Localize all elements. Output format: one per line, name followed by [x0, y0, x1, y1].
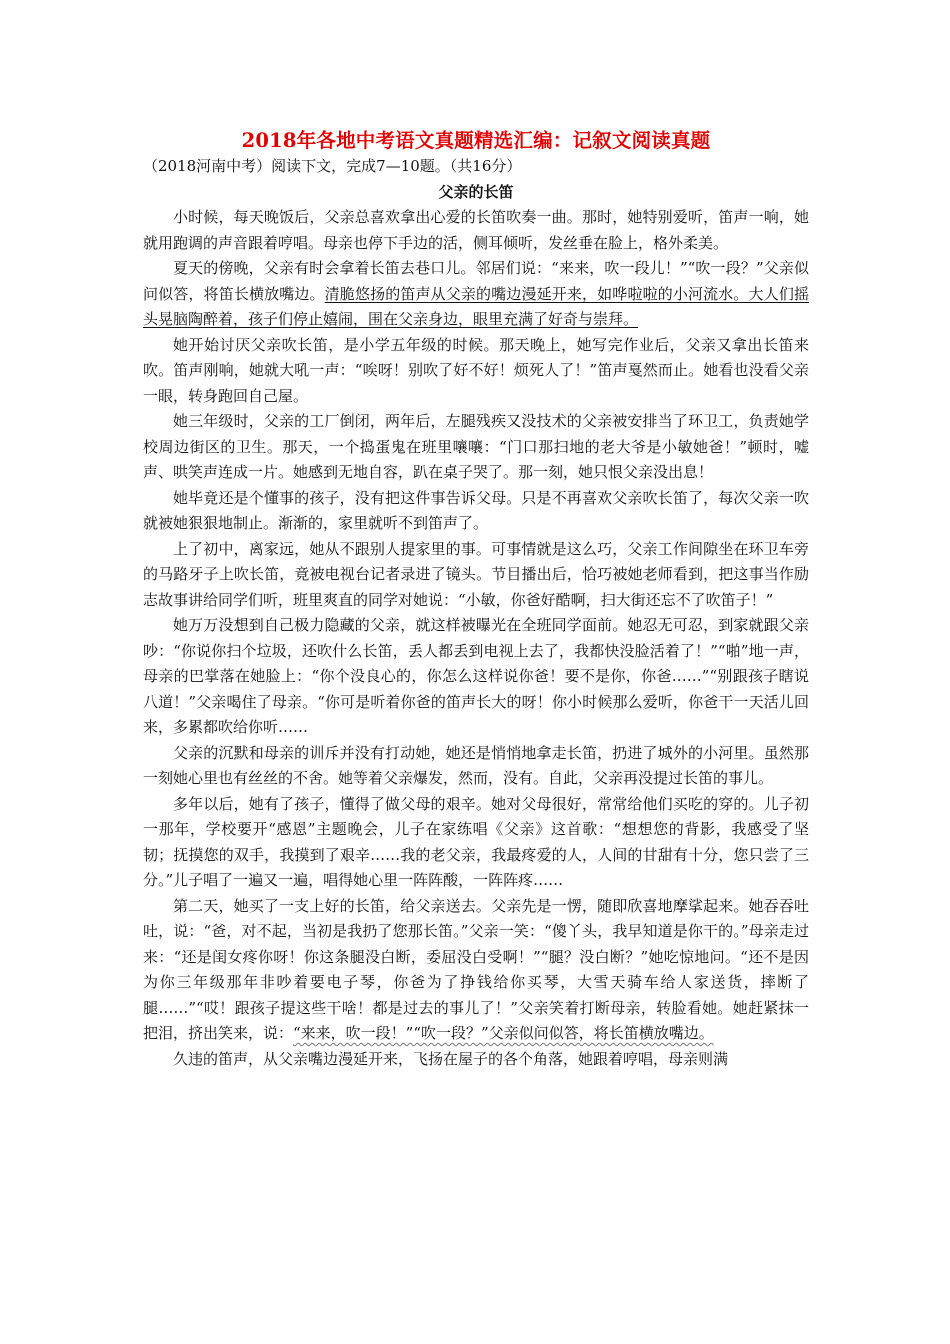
paragraph-7: 她万万没想到自己极力隐藏的父亲，就这样被曝光在全班同学面前。她忍无可忍，到家就跟父亲吵：“你说你扫个垃圾，还吹什么长笛，丢人都丢到电视上去了，我都快没脸活着了！”“啪”地一声，母亲的巴掌落在她脸上：“你个没良心的，你怎么这样说你爸！要不是你，你爸……”“别跟孩子瞎说八道！”父亲喝住了母亲。“你可是听着你爸的笛声长大的呀！你小时候那么爱听，你爸干一天活儿回来，多累都吹给你听…… — [143, 616, 809, 736]
paragraph-11: 久违的笛声，从父亲嘴边漫延开来，飞扬在屋子的各个角落，她跟着哼唱，母亲则满 — [173, 1049, 729, 1068]
wavy-underlined-passage: “来来，吹一段！”“吹一段？”父亲似问似答，将长笛横放嘴边。 — [293, 1024, 714, 1042]
paragraph-2 — [143, 256, 809, 333]
document-page — [143, 128, 809, 1072]
paragraph-1: 小时候，每天晚饭后，父亲总喜欢拿出心爱的长笛吹奏一曲。那时，她特别爱听，笛声一响，她就用跑调的声音跟着哼唱。母亲也停下手边的活，侧耳倾听，发丝垂在脸上，格外柔美。 — [143, 208, 809, 252]
paragraph-5: 她毕竟还是个懂事的孩子，没有把这件事告诉父母。只是不再喜欢父亲吹长笛了，每次父亲一吹就被她狠狠地制止。渐渐的，家里就听不到笛声了。 — [143, 488, 809, 532]
paragraph-9: 多年以后，她有了孩子，懂得了做父母的艰辛。她对父母很好，常常给他们买吃的穿的。儿子初一那年，学校要开“感恩”主题晚会，儿子在家练唱《父亲》这首歌：“想想您的背影，我感受了坚韧；抚摸您的双手，我摸到了艰辛……我的老父亲，我最疼爱的人，人间的甘甜有十分，您只尝了三分。”儿子唱了一遍又一遍，唱得她心里一阵阵酸，一阵阵疼…… — [143, 794, 809, 889]
underlined-passage: 清脆悠扬的笛声从父亲的嘴边漫延开来，如哗啦啦的小河流水。大人们摇头晃脑陶醉着，孩子们停止嬉闹，围在父亲身边，眼里充满了好奇与崇拜。 — [143, 284, 809, 328]
paragraph-8: 父亲的沉默和母亲的训斥并没有打动她，她还是悄悄地拿走长笛，扔进了城外的小河里。虽然那一刻她心里也有丝丝的不舍。她等着父亲爆发，然而，没有。自此，父亲再没提过长笛的事儿。 — [143, 743, 809, 787]
paragraph-3: 她开始讨厌父亲吹长笛，是小学五年级的时候。那天晚上，她写完作业后，父亲又拿出长笛来吹。笛声刚响，她就大吼一声：“唉呀！别吹了好不好！烦死人了！”笛声戛然而止。她看也没看父亲一眼，转身跑回自己屋。 — [143, 335, 809, 405]
paragraph-10-text: 第二天，她买了一支上好的长笛，给父亲送去。父亲先是一愣，随即欣喜地摩挲起来。她吞吞吐吐，说：“爸，对不起，当初是我扔了您那长笛。”父亲一笑：“傻丫头，我早知道是你干的。”母亲走过来：“还是闺女疼你呀！你这条腿没白断，委屈没白受啊！”“腿？没白断？”她吃惊地问。“还不是因为你三年级那年非吵着要电子琴，你爸为了挣钱给你买琴，大雪天骑车给人家送货，摔断了腿……”“哎！跟孩子提这些干啥！都是过去的事儿了！”父亲笑着打断母亲，转脸看她。她赶紧抹一把泪，挤出笑来，说： — [143, 896, 809, 1042]
paragraph-2-text: 夏天的傍晚，父亲有时会拿着长笛去巷口儿。邻居们说：“来来，吹一段儿！”“吹一段？”父亲似问似答，将笛长横放嘴边。 — [143, 259, 809, 303]
essay-title: 父亲的长笛 — [438, 182, 514, 201]
paragraph-4: 她三年级时，父亲的工厂倒闭，两年后，左腿残疾又没技术的父亲被安排当了环卫工，负责她学校周边街区的卫生。那天，一个捣蛋鬼在班里嚷嚷：“门口那扫地的老大爷是小敏她爸！”顿时，嘘声、哄笑声连成一片。她感到无地自容，趴在桌子哭了。那一刻，她只恨父亲没出息！ — [143, 412, 809, 481]
paragraph-6: 上了初中，离家远，她从不跟别人提家里的事。可事情就是这么巧，父亲工作间隙坐在环卫车旁的马路牙子上吹长笛，竟被电视台记者录进了镜头。节目播出后，恰巧被她老师看到，把这事当作励志故事讲给同学们听，班里爽直的同学对她说：“小敏，你爸好酷啊，扫大街还忘不了吹笛子！” — [143, 539, 809, 609]
source-line: （2018河南中考）阅读下文，完成7—10题。（共16分） — [143, 157, 522, 175]
document-title: 2018年各地中考语文真题精选汇编：记叙文阅读真题 — [241, 129, 711, 152]
paragraph-10 — [143, 894, 809, 1047]
